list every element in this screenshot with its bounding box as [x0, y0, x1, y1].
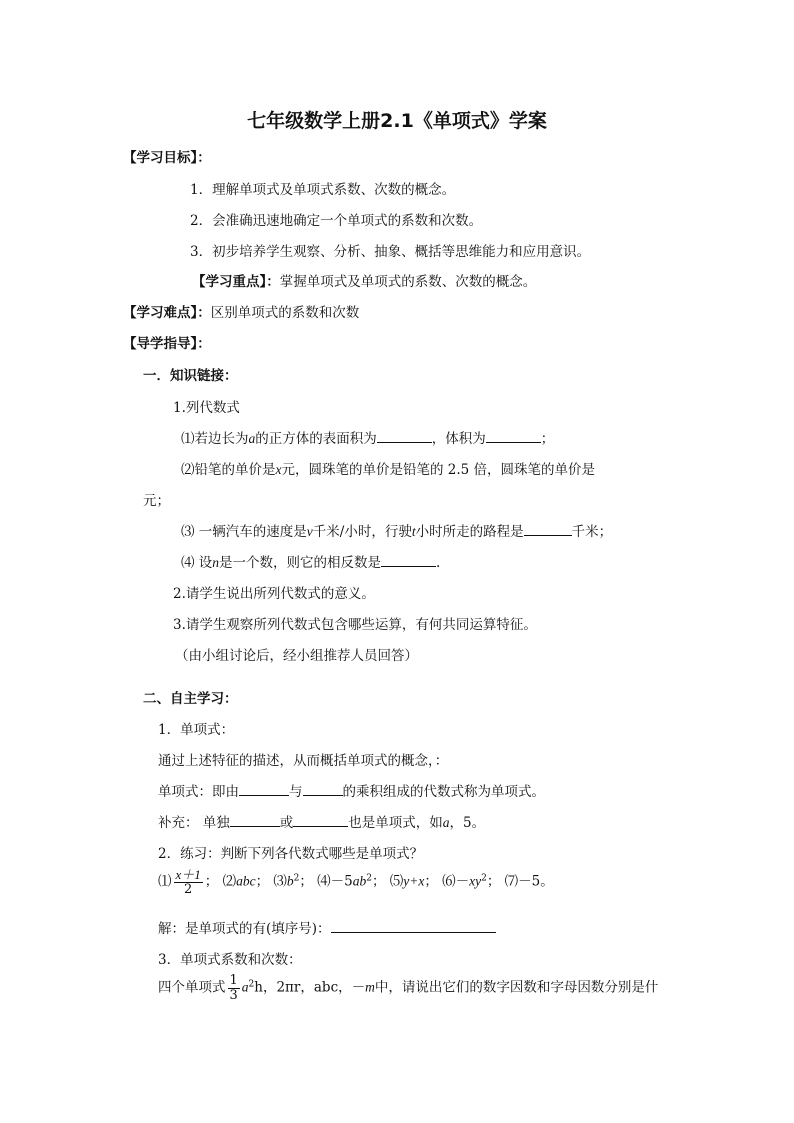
fraction: $\frac{x+1}{2}$ [175, 867, 201, 897]
difficulty-text: 区别单项式的系数和次数 [210, 305, 360, 321]
question-2-continued: 元； [143, 493, 170, 509]
s1-item-3: 3.请学生观察所列代数式包含哪些运算，有何共同运算特征。 [173, 617, 537, 633]
goal-item-2: 2．会准确迅速地确定一个单项式的系数和次数。 [190, 213, 483, 229]
answer-blank[interactable] [293, 813, 348, 827]
key-point-text: 掌握单项式及单项式的系数、次数的概念。 [279, 274, 537, 290]
s1-item-1: 1.列代数式 [173, 400, 240, 416]
section1-heading: 一．知识链接： [143, 368, 238, 384]
answer-blank[interactable] [381, 553, 436, 567]
answer-blank[interactable] [303, 782, 343, 796]
definition-line: 单项式：即由 与 的乘积组成的代数式称为单项式。 [158, 784, 545, 800]
exercise-line: ⑴ $\frac{x+1}{2}$ ； ⑵abc； $⑶b^2$； $⑷-5ab^2$； ⑸y+x； $⑹-xy^2$； ⑺－5。 [158, 867, 554, 897]
s2-item-2: 2．练习：判断下列各代数式哪些是单项式？ [158, 846, 424, 862]
section2-heading: 二、自主学习： [143, 691, 238, 707]
s1-note: （由小组讨论后，经小组推荐人员回答） [175, 648, 418, 664]
s2-description: 通过上述特征的描述，从而概括单项式的概念，： [158, 753, 449, 769]
goal-item-1: 1．理解单项式及单项式系数、次数的概念。 [190, 182, 456, 198]
s1-item-2: 2.请学生说出所列代数式的意义。 [173, 586, 375, 602]
question-3: ⑶ 一辆汽车的速度是v千米/小时，行驶t小时所走的路程是 千米； [181, 524, 613, 540]
answer-blank[interactable] [524, 522, 572, 536]
question-1: ⑴若边长为a的正方体的表面积为 ，体积为 ； [181, 431, 555, 447]
key-point-label: 【学习重点】： [192, 274, 280, 290]
key-point-line [192, 270, 536, 290]
difficulty-line [123, 301, 359, 321]
answer-blank[interactable] [377, 429, 432, 443]
answer-blank[interactable] [331, 919, 496, 933]
goals-heading: 【学习目标】： [123, 150, 211, 166]
answer-blank[interactable] [230, 813, 280, 827]
supplement-line: 补充： 单独 或 也是单项式，如a，5。 [158, 815, 486, 831]
question-4: ⑷ 设n是一个数，则它的相反数是 . [181, 555, 441, 571]
s2-item-1: 1．单项式： [158, 722, 235, 738]
s2-item-3: 3．单项式系数和次数： [158, 952, 302, 968]
difficulty-label: 【学习难点】： [123, 305, 211, 321]
guide-heading: 【导学指导】： [123, 336, 211, 352]
last-line: 四个单项式 $\frac{1}{3}$ $a^2h$，2πr，abc，－m中，请说出它们的数字因数和字母因数分别是什 [158, 973, 659, 1003]
answer-line: 解：是单项式的有(填序号)： [158, 917, 496, 937]
goal-item-3: 3．初步培养学生观察、分析、抽象、概括等思维能力和应用意识。 [190, 244, 591, 260]
answer-blank[interactable] [239, 782, 289, 796]
page-title: 七年级数学上册2.1《单项式》学案 [247, 110, 547, 132]
answer-blank[interactable] [486, 429, 541, 443]
fraction: $\frac{1}{3}$ [229, 973, 238, 1003]
question-2: ⑵铅笔的单价是x元，圆珠笔的单价是铅笔的 2.5 倍，圆珠笔的单价是 [181, 462, 596, 478]
